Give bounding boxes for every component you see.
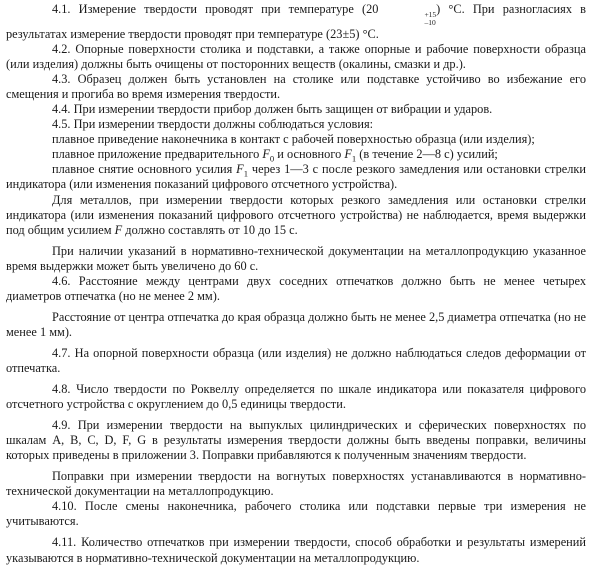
paragraph-text: Поправки при измерении твердости на вогнутых поверхностях устанавливаются в нормативно-технической документации на металлопродукцию. (6, 469, 586, 499)
condition-item (6, 147, 586, 162)
condition-item (6, 162, 586, 192)
paragraph-text: Измерение твердости проводят при температуре (20 (78, 2, 379, 16)
clause-number: 4.1. (52, 2, 71, 16)
clause-number: 4.10. (52, 499, 77, 514)
clause-number: 4.9. (52, 418, 71, 433)
paragraph-4-10 (6, 499, 586, 529)
clause-number: 4.8. (52, 382, 71, 397)
clause-number: 4.3. (52, 72, 71, 87)
paragraph-4-2 (6, 42, 586, 72)
force-subscript: 1 (243, 168, 249, 179)
paragraph-text: плавное приведение наконечника в контакт с рабочей поверхностью образца (или изделия); (52, 132, 535, 147)
force-subscript: 1 (351, 153, 357, 164)
force-subscript: 0 (269, 153, 275, 164)
paragraph-4-7 (6, 346, 586, 376)
paragraph-text: После смены наконечника, рабочего столика или подставки первые три измерения не учитываются. (6, 499, 586, 529)
clause-number: 4.7. (52, 345, 71, 360)
paragraph-4-8 (6, 382, 586, 412)
paragraph-text: На опорной поверхности образца (или изделия) не должно наблюдаться следов деформации от отпечатка. (6, 345, 586, 375)
paragraph-text: (в течение 2—8 с) усилий; (356, 147, 498, 162)
paragraph-text: При измерении твердости должны соблюдаться условия: (73, 117, 374, 132)
paragraph-4-1 (6, 2, 586, 42)
paragraph-metals (6, 193, 586, 238)
paragraph-text: плавное снятие основного усилия (52, 162, 237, 177)
paragraph-text: ) °С. При разногласиях в результатах измерение твердости проводят при температуре (23±5) °С. (6, 2, 586, 41)
paragraph-text: Количество отпечатков при измерении твердости, способ обработки и результаты измерений указываются в нормативно-технической документации на металлопродукцию. (6, 535, 586, 565)
condition-item (6, 132, 586, 147)
paragraph-edge-distance (6, 310, 586, 340)
paragraph-hold-time (6, 244, 586, 274)
paragraph-concave (6, 469, 586, 499)
paragraph-text: При измерении твердости прибор должен быть защищен от вибрации и ударов. (73, 102, 493, 117)
clause-number: 4.4. (52, 102, 71, 117)
paragraph-text: должно составлять от 10 до 15 с. (122, 222, 298, 237)
paragraph-text: Опорные поверхности столика и подставки, а также опорные и рабочие поверхности образца (или изделия) должны быть очищены от посторонних веществ (окалины, смазки и др.). (6, 42, 586, 72)
clause-number: 4.6. (52, 273, 71, 288)
paragraph-text: и основного (274, 147, 345, 162)
paragraph-text: Число твердости по Роквеллу определяется по шкале индикатора или показателя цифрового отсчетного устройства с округлением до 0,5 единицы твердости. (6, 382, 587, 412)
paragraph-text: При измерении твердости на выпуклых цилиндрических и сферических поверхностях по шкалам A, B, C, D, F, G в результаты измерения твердости должны быть введены поправки, величины которых приведены в приложении 3. Поправки прибавляются к полученным значениям твердости. (6, 418, 586, 463)
tolerance-upper: +15 (424, 10, 437, 19)
force-symbol: F (114, 222, 123, 237)
paragraph-4-3 (6, 72, 586, 102)
force-symbol: F (344, 147, 352, 162)
tolerance-fraction (378, 11, 436, 27)
paragraph-text: Образец должен быть установлен на столике или подставке устойчиво во избежание его смещения и прогиба во время измерения твердости. (6, 72, 586, 102)
force-symbol: F (262, 147, 270, 162)
tolerance-lower: –10 (424, 18, 436, 27)
paragraph-4-11 (6, 535, 586, 565)
paragraph-text: плавное приложение предварительного (52, 147, 263, 162)
paragraph-4-4 (6, 102, 586, 117)
clause-number: 4.5. (52, 117, 71, 132)
paragraph-4-6 (6, 274, 586, 304)
paragraph-text: При наличии указаний в нормативно-технической документации на металлопродукцию указанное время выдержки может быть увеличено до 60 с. (6, 243, 586, 273)
paragraph-4-9 (6, 418, 586, 463)
paragraph-text: Расстояние между центрами двух соседних отпечатков должно быть не менее четырех диаметров отпечатка (но не менее 2 мм). (6, 273, 586, 303)
paragraph-text: Для металлов, при измерении твердости которых резкого замедления или остановки стрелки индикатора (или изменения показаний цифрового отсчетного устройства) не наблюдается, время выдержки под общим усилием (6, 192, 586, 237)
paragraph-text: Расстояние от центра отпечатка до края образца должно быть не менее 2,5 диаметра отпечатка (но не менее 1 мм). (6, 309, 586, 339)
force-symbol: F (236, 162, 244, 177)
clause-number: 4.2. (52, 42, 71, 57)
paragraph-text: через 1—3 с после резкого замедления или остановки стрелки индикатора (или изменения показаний цифрового отсчетного устройства). (6, 162, 586, 192)
clause-number: 4.11. (52, 535, 77, 550)
paragraph-4-5 (6, 117, 586, 132)
